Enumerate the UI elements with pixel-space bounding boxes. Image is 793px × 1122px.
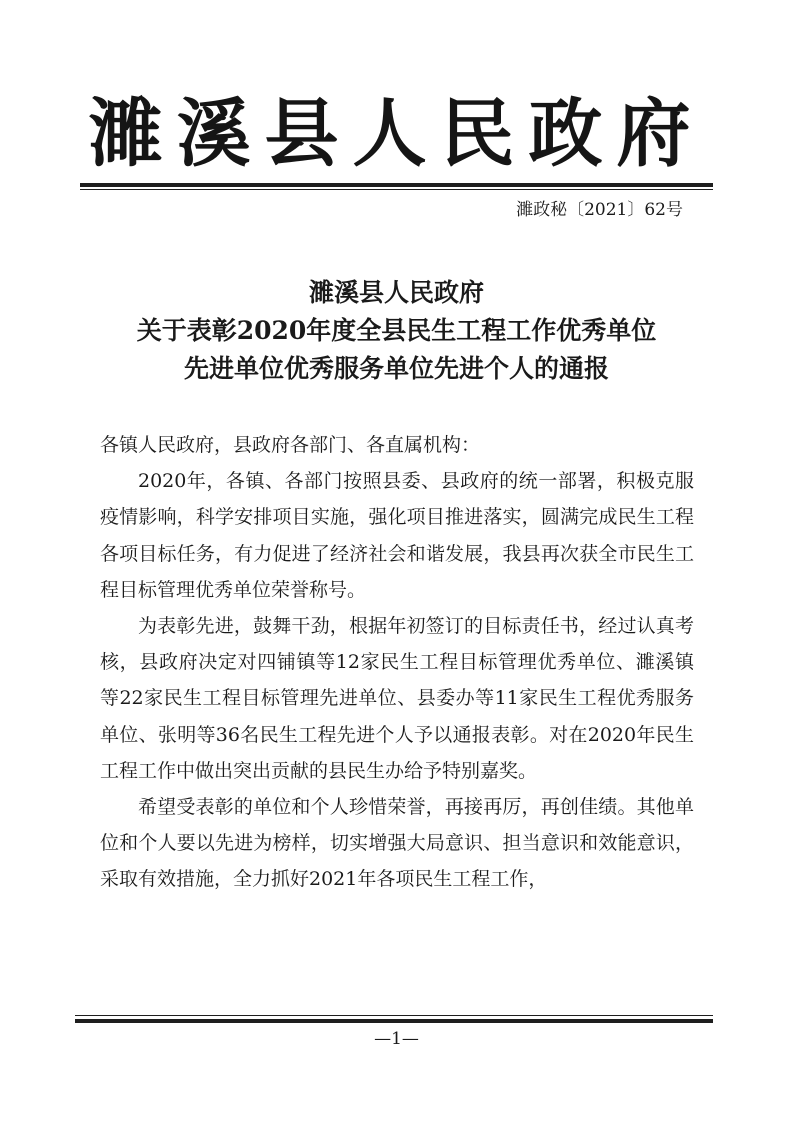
document-number: 濉政秘〔2021〕62号: [516, 200, 683, 220]
body-paragraph: 为表彰先进，鼓舞干劲，根据年初签订的目标责任书，经过认真考核，县政府决定对四铺镇等12家民生工程目标管理优秀单位、濉溪镇等22家民生工程目标管理先进单位、县委办等11家民生工程优秀服务单位、张明等36名民生工程先进个人予以通报表彰。对在2020年民生工程工作中做出突出贡献的县民生办给予特别嘉奖。: [100, 615, 694, 782]
footer-rule-thin: [75, 1015, 713, 1016]
header-rule-thick: [80, 183, 713, 187]
body-paragraph: 2020年，各镇、各部门按照县委、县政府的统一部署，积极克服疫情影响，科学安排项目实施，强化项目推进落实，圆满完成民生工程各项目标任务，有力促进了经济社会和谐发展，我县再次获全市民生工程目标管理优秀单位荣誉称号。: [100, 470, 694, 601]
document-body: [100, 427, 694, 898]
header-rule-thin: [80, 189, 713, 190]
title-line-issuer: 濉溪县人民政府: [308, 278, 484, 307]
title-line-subject: 关于表彰2020年度全县民生工程工作优秀单位: [136, 316, 657, 345]
footer-rule-thick: [75, 1019, 713, 1023]
page-number: —1—: [374, 1029, 419, 1049]
salutation: 各镇人民政府，县政府各部门、各直属机构：: [100, 434, 481, 456]
title-line-subject-cont: 先进单位优秀服务单位先进个人的通报: [183, 354, 609, 383]
body-paragraph: 希望受表彰的单位和个人珍惜荣誉，再接再厉，再创佳绩。其他单位和个人要以先进为榜样，切实增强大局意识、担当意识和效能意识，采取有效措施，全力抓好2021年各项民生工程工作，: [100, 796, 694, 891]
masthead-title: 濉溪县人民政府: [88, 91, 705, 177]
document-title: [80, 274, 713, 388]
